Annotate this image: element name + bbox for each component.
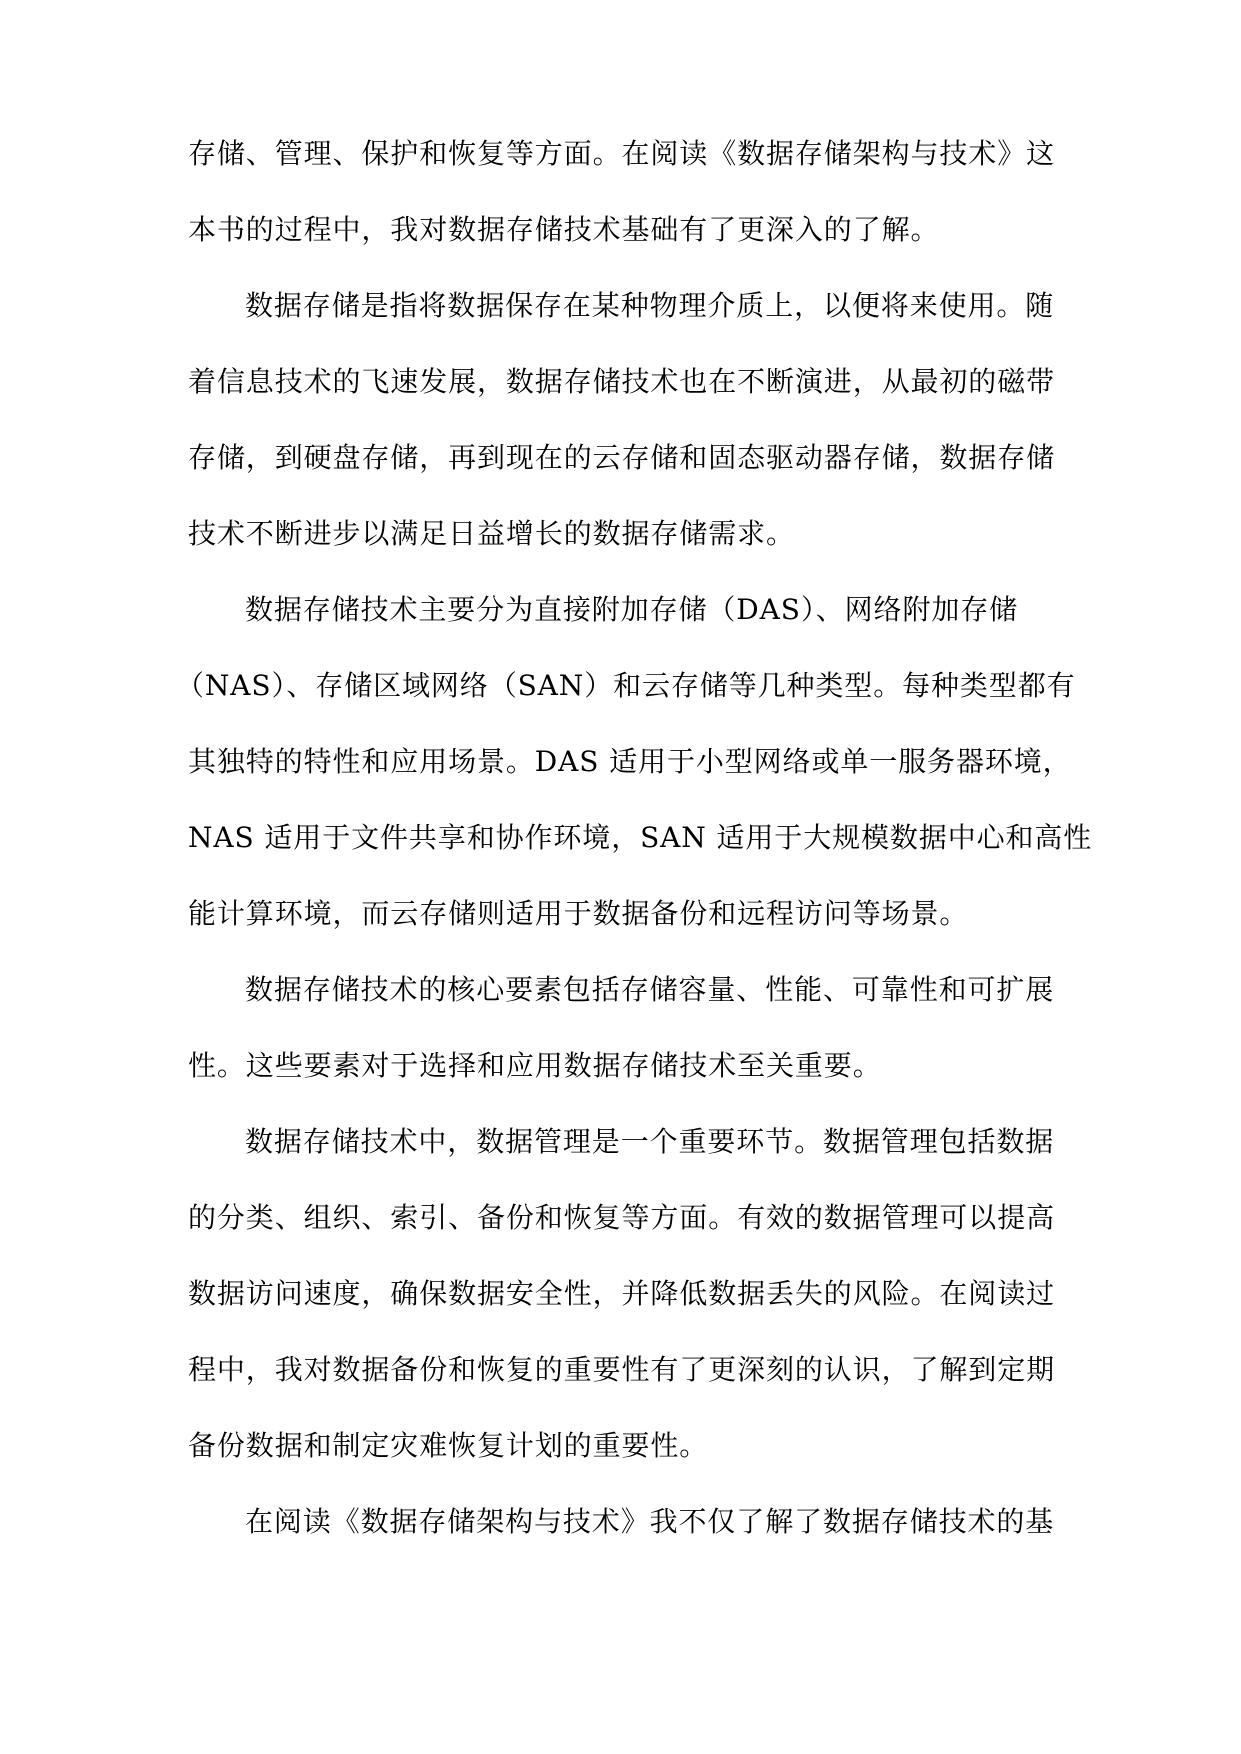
text-line: 数据存储技术主要分为直接附加存储（DAS）、网络附加存储 [245,593,1019,626]
text-line: 存储，到硬盘存储，再到现在的云存储和固态驱动器存储，数据存储 [188,441,1056,474]
text-line: 着信息技术的飞速发展，数据存储技术也在不断演进，从最初的磁带 [188,365,1056,398]
text-line: 在阅读《数据存储架构与技术》我不仅了解了数据存储技术的基 [245,1505,1055,1538]
text-line: （NAS）、存储区域网络（SAN）和云存储等几种类型。每种类型都有 [176,669,1076,702]
text-line: 能计算环境，而云存储则适用于数据备份和远程访问等场景。 [188,897,969,930]
text-line: 数据存储是指将数据保存在某种物理介质上，以便将来使用。随 [245,289,1055,322]
text-line: 存储、管理、保护和恢复等方面。在阅读《数据存储架构与技术》这 [188,137,1056,170]
text-line: 数据访问速度，确保数据安全性，并降低数据丢失的风险。在阅读过 [188,1277,1056,1310]
text-line: 数据存储技术的核心要素包括存储容量、性能、可靠性和可扩展 [245,973,1055,1006]
text-line: 的分类、组织、索引、备份和恢复等方面。有效的数据管理可以提高 [188,1201,1056,1234]
text-line: 备份数据和制定灾难恢复计划的重要性。 [188,1429,709,1462]
text-line: 其独特的特性和应用场景。DAS 适用于小型网络或单一服务器环境， [188,745,1072,778]
text-line: 程中，我对数据备份和恢复的重要性有了更深刻的认识，了解到定期 [188,1353,1056,1386]
text-line: 性。这些要素对于选择和应用数据存储技术至关重要。 [188,1049,882,1082]
text-line: 数据存储技术中，数据管理是一个重要环节。数据管理包括数据 [245,1125,1055,1158]
text-line: NAS 适用于文件共享和协作环境，SAN 适用于大规模数据中心和高性 [188,821,1093,854]
text-line: 本书的过程中，我对数据存储技术基础有了更深入的了解。 [188,213,940,246]
text-line: 技术不断进步以满足日益增长的数据存储需求。 [188,517,795,550]
